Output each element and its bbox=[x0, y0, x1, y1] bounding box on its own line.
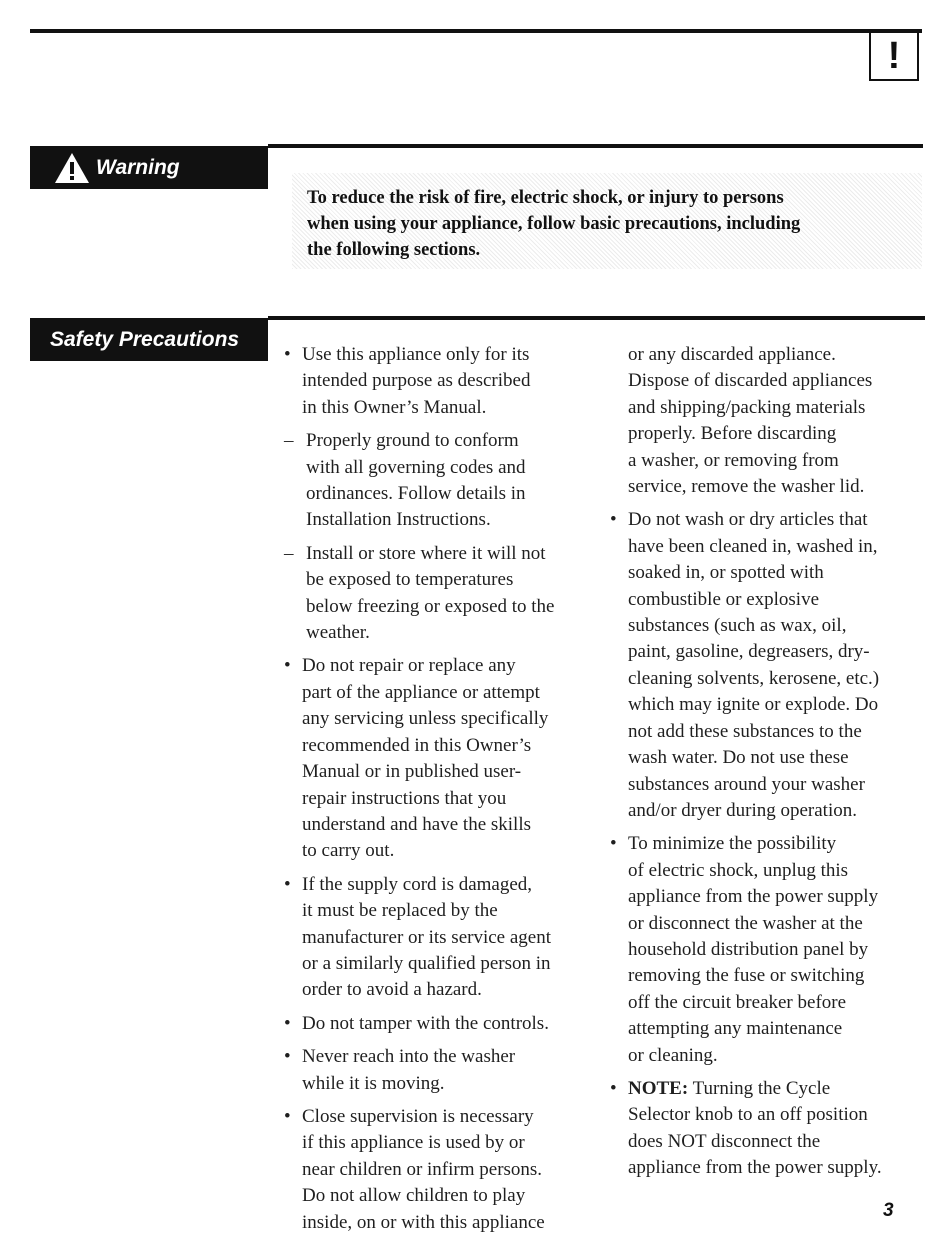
list-item-continuation: or any discarded appliance. Dispose of discarded appliances and shipping/packing materials properly. Before discarding a washer, or removing from service, remove the washer lid. bbox=[628, 344, 873, 498]
list-item bbox=[284, 541, 596, 647]
note-item bbox=[610, 1076, 930, 1182]
list-item bbox=[284, 1104, 596, 1236]
list-item-text: If the supply cord is damaged, it must be replaced by the manufacturer or its service agent or a similarly qualified person in order to avoid a hazard. bbox=[302, 873, 551, 1001]
list-item bbox=[284, 1044, 596, 1097]
note-text: Turning the Cycle Selector knob to an off position does NOT disconnect the appliance from the power supply. bbox=[628, 1077, 882, 1179]
warning-triangle-icon bbox=[54, 152, 90, 184]
list-item-text: Close supervision is necessary if this appliance is used by or near children or infirm persons. Do not allow children to play inside, on or with this appliance bbox=[302, 1105, 545, 1233]
bullet-marker: • bbox=[284, 1105, 291, 1127]
safety-column-1 bbox=[284, 342, 596, 1243]
list-item-text: Do not tamper with the controls. bbox=[302, 1012, 549, 1034]
list-item bbox=[284, 428, 596, 534]
bullet-marker: • bbox=[610, 509, 617, 531]
dash-marker: – bbox=[284, 542, 294, 564]
page-number: 3 bbox=[883, 1200, 894, 1221]
bullet-marker: • bbox=[610, 1077, 617, 1099]
safety-precautions-label: Safety Precautions bbox=[50, 327, 240, 351]
list-item-text: Install or store where it will not be exposed to temperatures below freezing or exposed to the weather. bbox=[306, 542, 555, 644]
safety-rule bbox=[268, 316, 925, 320]
dash-marker: – bbox=[284, 430, 294, 452]
bullet-marker: • bbox=[284, 1046, 291, 1068]
bullet-marker: • bbox=[610, 833, 617, 855]
warning-text: To reduce the risk of fire, electric shock, or injury to persons when using your appliance, follow basic precautions, including the following sections. bbox=[307, 188, 801, 260]
list-item bbox=[284, 872, 596, 1004]
top-rule bbox=[30, 29, 922, 33]
safety-precautions-tab bbox=[30, 318, 268, 361]
list-item-text: Do not repair or replace any part of the appliance or attempt any servicing unless specifically recommended in this Owner’s Manual or in published user- repair instructions that you understand and have the skills to carry out. bbox=[302, 655, 549, 862]
warning-tab bbox=[30, 146, 268, 189]
list-item bbox=[284, 342, 596, 421]
warning-statement bbox=[292, 173, 922, 269]
list-item-text: To minimize the possibility of electric shock, unplug this appliance from the power supply or disconnect the washer at the household distribution panel by removing the fuse or switching off the circuit breaker before attempting any maintenance or cleaning. bbox=[628, 833, 879, 1066]
list-item-text: Use this appliance only for its intended purpose as described in this Owner’s Manual. bbox=[302, 344, 531, 418]
list-item bbox=[284, 653, 596, 864]
list-item-text: Properly ground to conform with all governing codes and ordinances. Follow details in Installation Instructions. bbox=[306, 430, 526, 531]
bullet-marker: • bbox=[284, 344, 291, 365]
safety-column-2 bbox=[610, 342, 930, 1189]
list-item-text: Do not wash or dry articles that have been cleaned in, washed in, soaked in, or spotted with combustible or explosive substances (such as wax, oil, paint, gasoline, degreasers, dry- cleaning solvents, kerosene, etc.) which may ignite or explode. Do not add these substances to the wash water. Do not use these substances around your washer and/or dryer during operation. bbox=[628, 509, 880, 821]
list-item bbox=[610, 831, 930, 1069]
warning-rule bbox=[268, 144, 923, 148]
bullet-marker: • bbox=[284, 1012, 291, 1034]
bullet-marker: • bbox=[284, 873, 291, 895]
list-item-text: Never reach into the washer while it is moving. bbox=[302, 1046, 516, 1094]
bullet-marker: • bbox=[284, 655, 291, 677]
list-item bbox=[284, 1011, 596, 1037]
note-label: NOTE: bbox=[628, 1077, 689, 1099]
list-item bbox=[610, 507, 930, 824]
warning-label: Warning bbox=[96, 155, 180, 179]
alert-exclamation-icon: ! bbox=[869, 33, 919, 81]
